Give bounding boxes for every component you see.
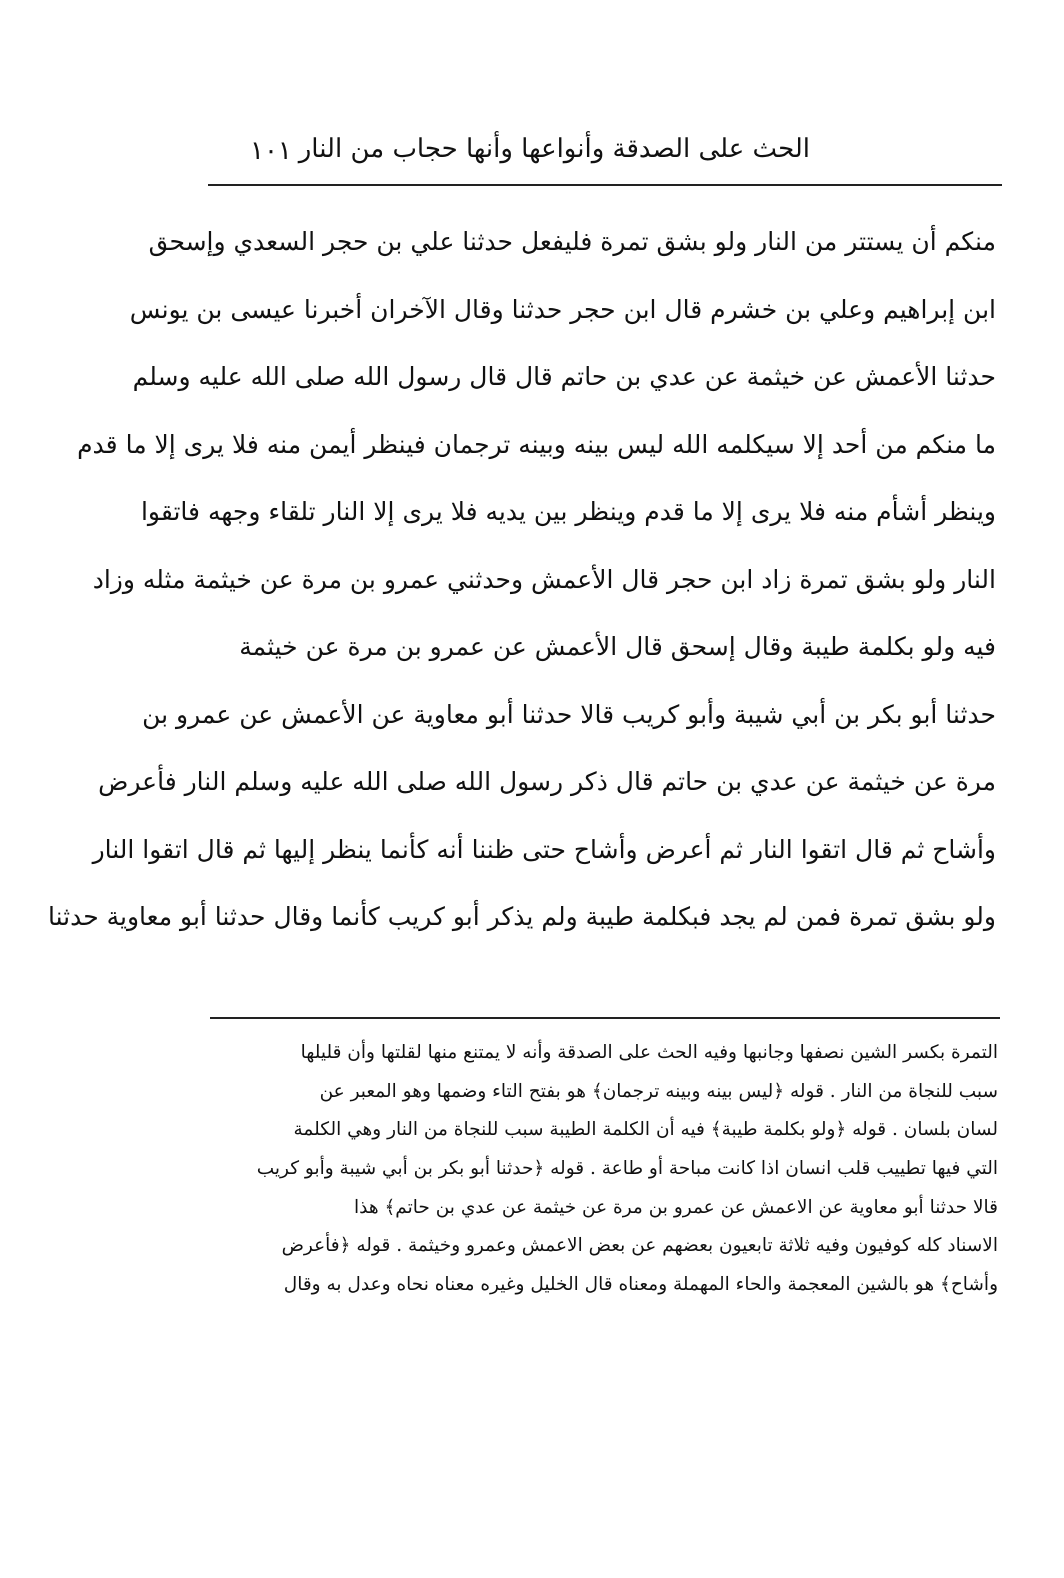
hadith-text [47, 200, 996, 943]
text-line: حدثنا الأعمش عن خيثمة عن عدي بن حاتم قال قال رسول الله صلى الله عليه وسلم [132, 362, 996, 391]
text-line: منكم أن يستتر من النار ولو بشق تمرة فليفعل حدثنا علي بن حجر السعدي وإسحق [148, 227, 996, 256]
text-line: ما منكم من أحد إلا سيكلمه الله ليس بينه وبينه ترجمان فينظر أيمن منه فلا يرى إلا ما قدم [77, 429, 996, 459]
commentary-line: سبب للنجاة من النار . قوله ﴿ليس بينه وبينه ترجمان﴾ هو بفتح التاء وضمها وهو المعبر عن [319, 1080, 998, 1102]
commentary-line: وأشاح﴾ هو بالشين المعجمة والحاء المهملة ومعناه قال الخليل وغيره معناه نحاه وعدل به وقال [283, 1274, 998, 1296]
commentary-line: التي فيها تطييب قلب انسان اذا كانت مباحة أو طاعة . قوله ﴿حدثنا أبو بكر بن أبي شيبة وأبو كريب [256, 1158, 998, 1180]
commentary-line: لسان بلسان . قوله ﴿ولو بكلمة طيبة﴾ فيه أن الكلمة الطيبة سبب للنجاة من النار وهي الكلمة [293, 1119, 998, 1141]
commentary-line: قالا حدثنا أبو معاوية عن الاعمش عن عمرو بن مرة عن خيثمة عن عدي بن حاتم﴾ هذا [353, 1196, 998, 1218]
page-number: ١٠١ [250, 136, 292, 166]
running-title: الحث على الصدقة وأنواعها وأنها حجاب من النار [298, 134, 810, 164]
header-divider [208, 184, 1002, 186]
commentary [210, 1034, 998, 1305]
page-header [210, 128, 1000, 178]
text-line: ولو بشق تمرة فمن لم يجد فبكلمة طيبة ولم يذكر أبو كريب كأنما وقال حدثنا أبو معاوية حدثنا [47, 902, 996, 931]
text-line: وأشاح ثم قال اتقوا النار ثم أعرض وأشاح حتى ظننا أنه كأنما ينظر إليها ثم قال اتقوا النار [92, 834, 996, 864]
text-line: حدثنا أبو بكر بن أبي شيبة وأبو كريب قالا حدثنا أبو معاوية عن الأعمش عن عمرو بن [142, 699, 996, 729]
commentary-line: التمرة بكسر الشين نصفها وجانبها وفيه الحث على الصدقة وأنه لا يمتنع منها لقلتها وأن قليلها [300, 1042, 998, 1063]
text-line: فيه ولو بكلمة طيبة وقال إسحق قال الأعمش عن عمرو بن مرة عن خيثمة [239, 632, 996, 661]
text-line: النار ولو بشق تمرة زاد ابن حجر قال الأعمش وحدثني عمرو بن مرة عن خيثمة مثله وزاد [92, 564, 996, 594]
commentary-divider [210, 1017, 1000, 1019]
text-line: ابن إبراهيم وعلي بن خشرم قال ابن حجر حدثنا وقال الآخران أخبرنا عيسى بن يونس [129, 294, 996, 324]
commentary-line: الاسناد كله كوفيون وفيه ثلاثة تابعيون بعضهم عن بعض الاعمش وعمرو وخيثمة . قوله ﴿فأعرض [281, 1235, 998, 1257]
text-line: مرة عن خيثمة عن عدي بن حاتم قال ذكر رسول الله صلى الله عليه وسلم النار فأعرض [98, 767, 996, 796]
text-line: وينظر أشأم منه فلا يرى إلا ما قدم وينظر بين يديه فلا يرى إلا النار تلقاء وجهه فاتقوا [140, 497, 996, 526]
